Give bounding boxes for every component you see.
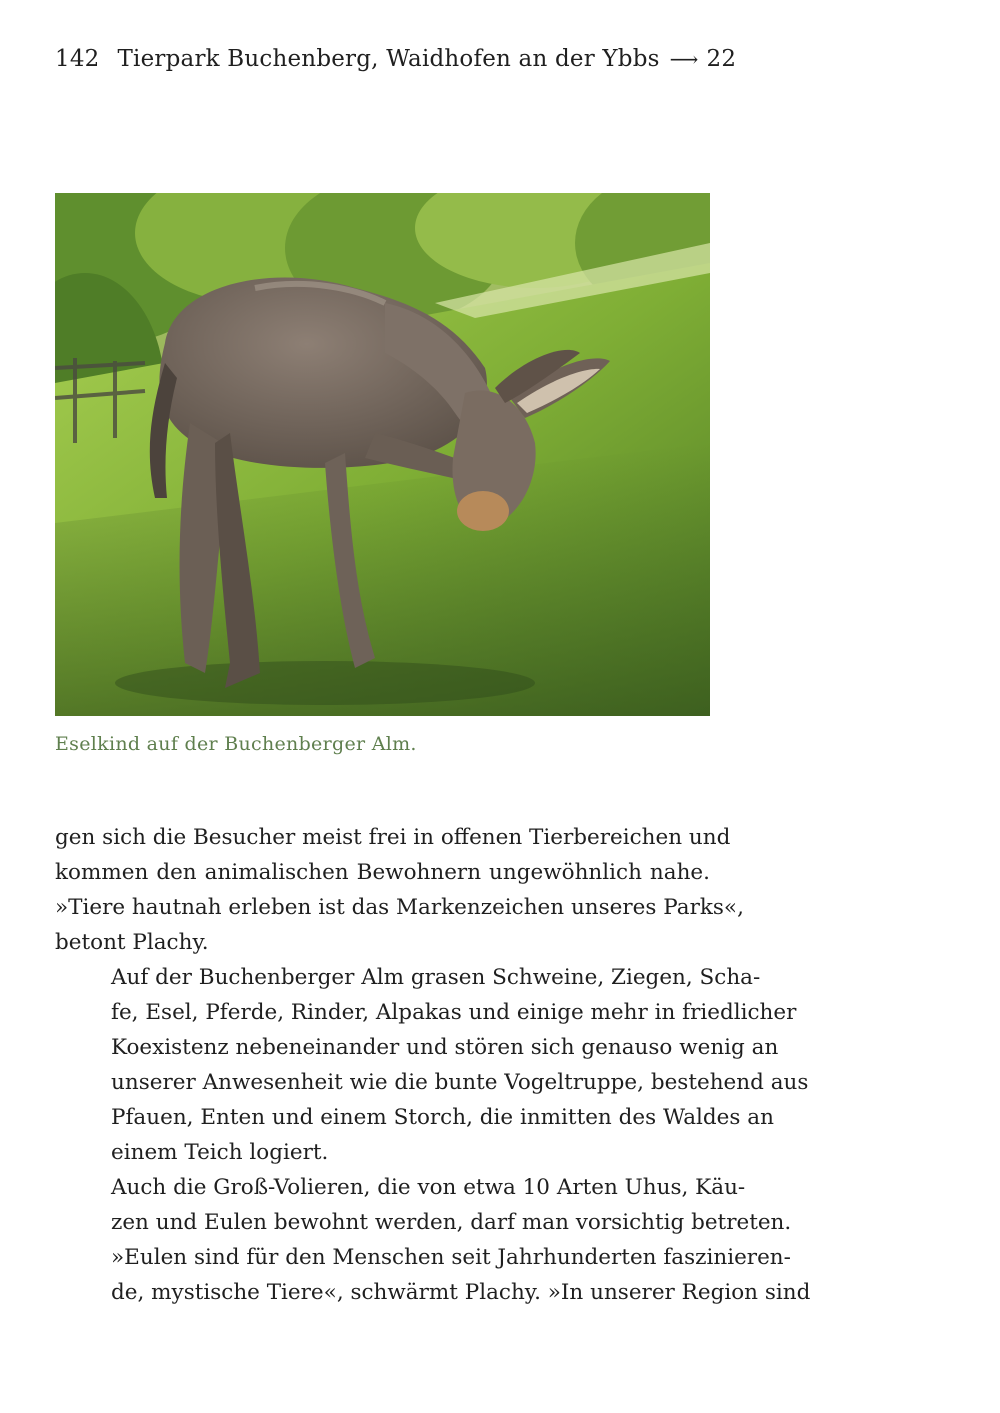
text-line: einem Teich logiert. [111,1140,329,1165]
text-line: kommen den animalischen Bewohnern ungewöhnlich nahe. [55,860,710,885]
text-line: Pfauen, Enten und einem Storch, die inmitten des Waldes an [111,1105,774,1130]
text-line: gen sich die Besucher meist frei in offenen Tierbereichen und [55,825,731,850]
text-line: Koexistenz nebeneinander und stören sich genauso wenig an [111,1035,779,1060]
paragraph-2 [55,960,809,1170]
text-line: betont Plachy. [55,930,209,955]
text-line: Auch die Groß-Volieren, die von etwa 10 Arten Uhus, Käu- [111,1175,746,1200]
text-line: fe, Esel, Pferde, Rinder, Alpakas und einige mehr in friedlicher [111,1000,797,1025]
text-line: »Eulen sind für den Menschen seit Jahrhunderten faszinieren- [111,1245,791,1270]
arrow-icon: ⟶ [669,47,699,71]
photo-caption: Eselkind auf der Buchenberger Alm. [55,733,417,755]
text-line: zen und Eulen bewohnt werden, darf man vorsichtig betreten. [111,1210,792,1235]
paragraph-3 [55,1170,811,1310]
body-text [55,820,811,1310]
paragraph-1 [55,820,744,960]
cross-reference: 22 [706,46,737,72]
page-number: 142 [55,46,100,72]
chapter-title: Tierpark Buchenberg, Waidhofen an der Ybbs [117,46,660,72]
donkey-foal-photo [55,193,710,716]
text-line: unserer Anwesenheit wie die bunte Vogeltruppe, bestehend aus [111,1070,809,1095]
text-line: »Tiere hautnah erleben ist das Markenzeichen unseres Parks«, [55,895,744,920]
text-line: de, mystische Tiere«, schwärmt Plachy. »In unserer Region sind [111,1280,811,1305]
running-head [55,46,736,72]
text-line: Auf der Buchenberger Alm grasen Schweine, Ziegen, Scha- [111,965,761,990]
